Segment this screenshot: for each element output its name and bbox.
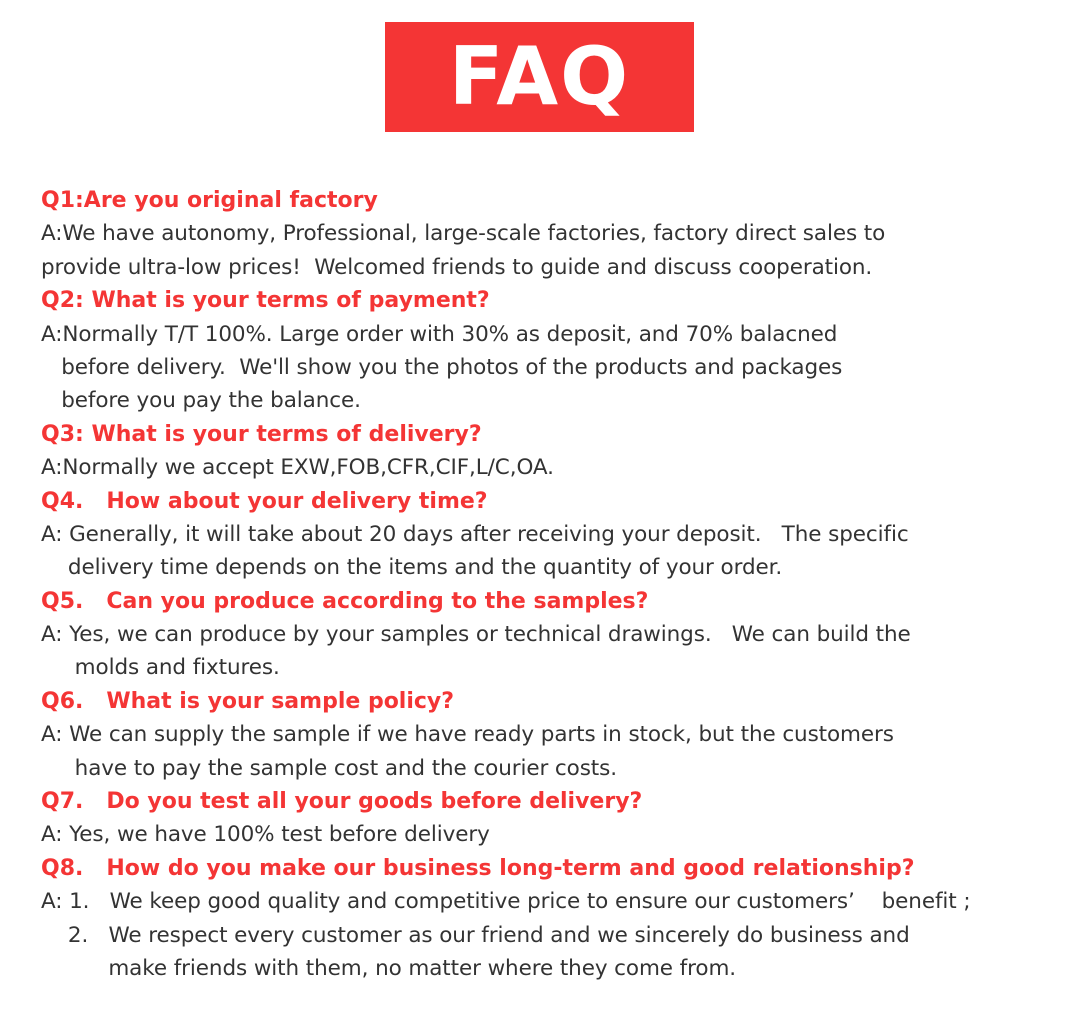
faq-question: Q5. Can you produce according to the samples? — [41, 588, 649, 614]
faq-question: Q7. Do you test all your goods before delivery? — [41, 789, 643, 815]
faq-answer-line: A: We can supply the sample if we have ready parts in stock, but the customers — [41, 722, 894, 748]
faq-item-1 — [41, 184, 1071, 284]
faq-answer-line: have to pay the sample cost and the courier costs. — [41, 755, 617, 781]
faq-item-7 — [41, 785, 1071, 852]
faq-question: Q6. What is your sample policy? — [41, 688, 455, 714]
faq-answer-line: molds and fixtures. — [41, 655, 280, 681]
faq-answer-line: provide ultra-low prices! Welcomed friends to guide and discuss cooperation. — [41, 254, 873, 280]
faq-answer-line: A: Yes, we have 100% test before delivery — [41, 822, 490, 848]
faq-question: Q2: What is your terms of payment? — [41, 288, 490, 314]
faq-item-8 — [41, 852, 1071, 986]
faq-item-4 — [41, 485, 1071, 585]
faq-question: Q1:Are you original factory — [41, 188, 378, 213]
faq-answer-line: 2. We respect every customer as our friend and we sincerely do business and — [41, 922, 910, 948]
faq-answer-line: A: Yes, we can produce by your samples or technical drawings. We can build the — [41, 622, 911, 648]
faq-answer-line: A:We have autonomy, Professional, large-scale factories, factory direct sales to — [41, 221, 886, 247]
faq-answer-line: delivery time depends on the items and the quantity of your order. — [41, 555, 783, 581]
faq-answer-line: A: 1. We keep good quality and competitive price to ensure our customers’ benefit ; — [41, 889, 971, 915]
faq-item-3 — [41, 418, 1071, 485]
faq-item-6 — [41, 685, 1071, 785]
faq-answer-line: A:Normally we accept EXW,FOB,CFR,CIF,L/C,OA. — [41, 455, 554, 481]
faq-answer-line: make friends with them, no matter where they come from. — [41, 955, 737, 981]
faq-item-5 — [41, 585, 1071, 685]
faq-title: FAQ — [448, 30, 631, 123]
faq-banner — [385, 22, 694, 132]
faq-question: Q4. How about your delivery time? — [41, 488, 488, 514]
faq-answer-line: before delivery. We'll show you the photos of the products and packages — [41, 354, 843, 380]
faq-answer-line: before you pay the balance. — [41, 388, 361, 414]
faq-question: Q8. How do you make our business long-term and good relationship? — [41, 855, 915, 881]
faq-question: Q3: What is your terms of delivery? — [41, 421, 482, 447]
faq-list — [41, 184, 1071, 985]
faq-answer-line: A: Generally, it will take about 20 days after receiving your deposit. The specific — [41, 521, 909, 547]
faq-item-2 — [41, 284, 1071, 418]
faq-answer-line: A:Normally T/T 100%. Large order with 30% as deposit, and 70% balacned — [41, 321, 838, 347]
